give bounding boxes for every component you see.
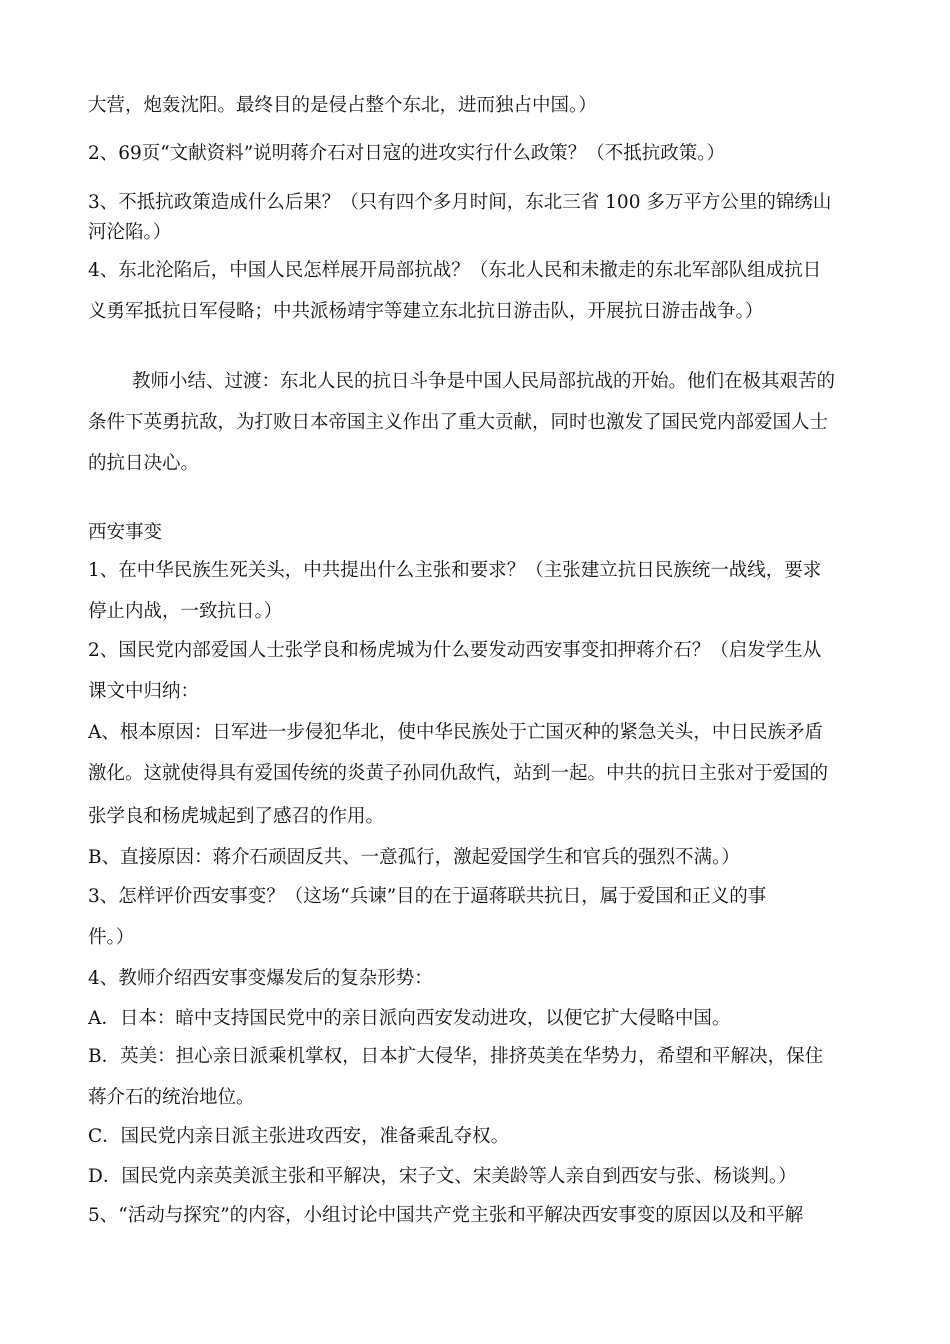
text-line: 河沦陷。） xyxy=(88,222,172,243)
text-line: 4、教师介绍西安事变爆发后的复杂形势： xyxy=(88,968,433,989)
text-line: 2、69页“文献资料”说明蒋介石对日寇的进攻实行什么政策？（不抵抗政策。） xyxy=(88,143,725,164)
text-line: 义勇军抵抗日军侵略；中共派杨靖宇等建立东北抗日游击队，开展抗日游击战争。） xyxy=(88,301,764,322)
summary-paragraph-line: 教师小结、过渡：东北人民的抗日斗争是中国人民局部抗战的开始。他们在极其艰苦的 xyxy=(132,371,836,392)
text-line: 张学良和杨虎城起到了感召的作用。 xyxy=(88,806,385,827)
text-line: 3、不抵抗政策造成什么后果？（只有四个多月时间，东北三省 100 多万平方公里的锦绣山 xyxy=(88,192,832,213)
text-line: A、根本原因：日军进一步侵犯华北，使中华民族处于亡国灭种的紧急关头，中日民族矛盾 xyxy=(88,722,823,743)
text-line: 大营，炮轰沈阳。最终目的是侵占整个东北，进而独占中国。） xyxy=(88,95,597,116)
summary-paragraph-line: 条件下英勇抗敌，为打败日本帝国主义作出了重大贡献，同时也激发了国民党内部爱国人士 xyxy=(88,412,829,433)
text-line: B．英美：担心亲日派乘机掌权，日本扩大侵华，排挤英美在华势力，希望和平解决，保住 xyxy=(88,1046,824,1067)
text-line: 1、在中华民族生死关头，中共提出什么主张和要求？（主张建立抗日民族统一战线，要求 xyxy=(88,560,822,581)
text-line: C．国民党内亲日派主张进攻西安，准备乘乱夺权。 xyxy=(88,1126,510,1147)
text-line: 5、“活动与探究”的内容，小组讨论中国共产党主张和平解决西安事变的原因以及和平解 xyxy=(88,1205,804,1226)
text-line: 激化。这就使得具有爱国传统的炎黄子孙同仇敌忾，站到一起。中共的抗日主张对于爱国的 xyxy=(88,763,829,784)
text-line: A．日本：暗中支持国民党中的亲日派向西安发动进攻，以便它扩大侵略中国。 xyxy=(88,1008,731,1029)
text-line: 4、东北沦陷后，中国人民怎样展开局部抗战？（东北人民和未撤走的东北军部队组成抗日 xyxy=(88,260,822,281)
text-line: 课文中归纳： xyxy=(88,681,200,702)
text-line: D．国民党内亲英美派主张和平解决，宋子文、宋美龄等人亲自到西安与张、杨谈判。） xyxy=(88,1166,797,1187)
summary-paragraph-line: 的抗日决心。 xyxy=(88,453,200,474)
text-line: B、直接原因：蒋介石顽固反共、一意孤行，激起爱国学生和官兵的强烈不满。） xyxy=(88,847,740,868)
text-line: 停止内战，一致抗日。） xyxy=(88,601,283,622)
text-line: 3、怎样评价西安事变？（这场“兵谏”目的在于逼蒋联共抗日，属于爱国和正义的事 xyxy=(88,886,767,907)
text-line: 件。） xyxy=(88,927,135,948)
text-line: 2、国民党内部爱国人士张学良和杨虎城为什么要发动西安事变扣押蒋介石？（启发学生从 xyxy=(88,640,822,661)
section-heading: 西安事变 xyxy=(88,522,163,543)
text-line: 蒋介石的统治地位。 xyxy=(88,1087,255,1108)
